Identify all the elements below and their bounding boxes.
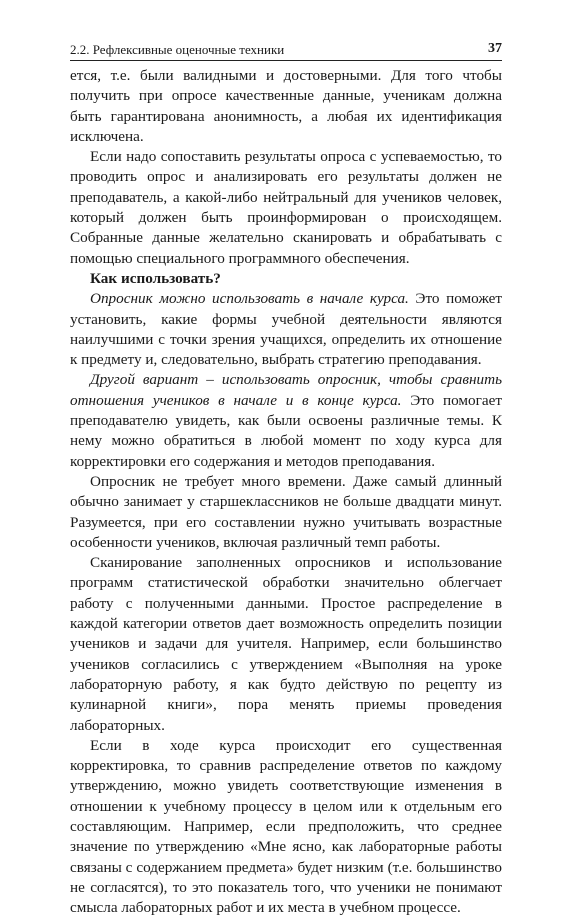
paragraph-1-text: ется, т.е. были валидными и достоверными. Для того чтобы получить при опросе качественные данные, ученикам должна быть гарантирована анонимность, а любая их идентификация исключена.	[70, 67, 502, 145]
paragraph-2-text: Если надо сопоставить результаты опроса с успеваемостью, то проводить опрос и анализировать его результаты должен не преподаватель, а какой-либо нейтральный для учеников человек, который должен быть проинформирован о происходящем. Собранные данные желательно сканировать и обрабатывать с помощью специального программного обеспечения.	[70, 148, 502, 267]
section-heading-text: Как использовать?	[90, 269, 221, 287]
running-title: 2.2. Рефлексивные оценочные техники	[70, 42, 285, 57]
paragraph-7-text: Если в ходе курса происходит его существенная корректировка, то сравнив распределение ответов по каждому утверждению, можно увидеть соответствующие изменения в отношении к учебному процессу в целом или к отдельным его составляющим. Например, если предположить, что среднее значение по утверждению «Мне ясно, как лабораторные работы связаны с содержанием предмета» будет низким (т.е. большинство не согласятся), то это показатель того, что ученики не понимают смысла лабораторных работ и их места в учебном процессе.	[70, 736, 502, 917]
paragraph-6-text: Сканирование заполненных опросников и использование программ статистической обработки значительно облегчает работу с полученными данными. Простое распределение в каждой категории ответов дает возможность определить позиции учеников и задачи для учителя. Например, если большинство учеников согласились с утверждением «Выполняя на уроке лабораторную работу, я как будто действую по рецепту из кулинарной книги», пора менять приемы проведения лабораторных.	[70, 554, 502, 734]
paragraph-1	[70, 66, 502, 147]
paragraph-3-lead: Опросник можно использовать в начале курса.	[90, 290, 409, 308]
paragraph-5-text: Опросник не требует много времени. Даже самый длинный обычно занимает у старшеклассников не больше двадцати минут. Разумеется, при его составлении нужно учитывать возрастные особенности учеников, включая различный темп работы.	[70, 472, 502, 551]
paragraph-3-text: Это поможет установить, какие формы учебной деятельности являются наилучшими с точки зрения учащихся, определить их отношение к предмету и, следовательно, выбрать стратегию преподавания.	[70, 290, 502, 369]
section-heading	[70, 269, 502, 289]
paragraph-2	[70, 147, 502, 269]
page-number: 37	[488, 41, 502, 56]
paragraph-6	[70, 553, 502, 736]
paragraph-4	[70, 370, 502, 471]
text-body	[70, 66, 502, 918]
paragraph-4-lead: Другой вариант – использовать опросник, чтобы сравнить отношения учеников в начале и в конце курса.	[70, 371, 502, 409]
paragraph-5	[70, 472, 502, 553]
running-header	[70, 40, 502, 61]
paragraph-7	[70, 736, 502, 918]
paragraph-4-text: Это помогает преподавателю увидеть, как были освоены различные темы. К нему можно обратиться в любой момент по ходу курса для корректировки его содержания и методов преподавания.	[70, 391, 502, 470]
paragraph-3	[70, 289, 502, 370]
